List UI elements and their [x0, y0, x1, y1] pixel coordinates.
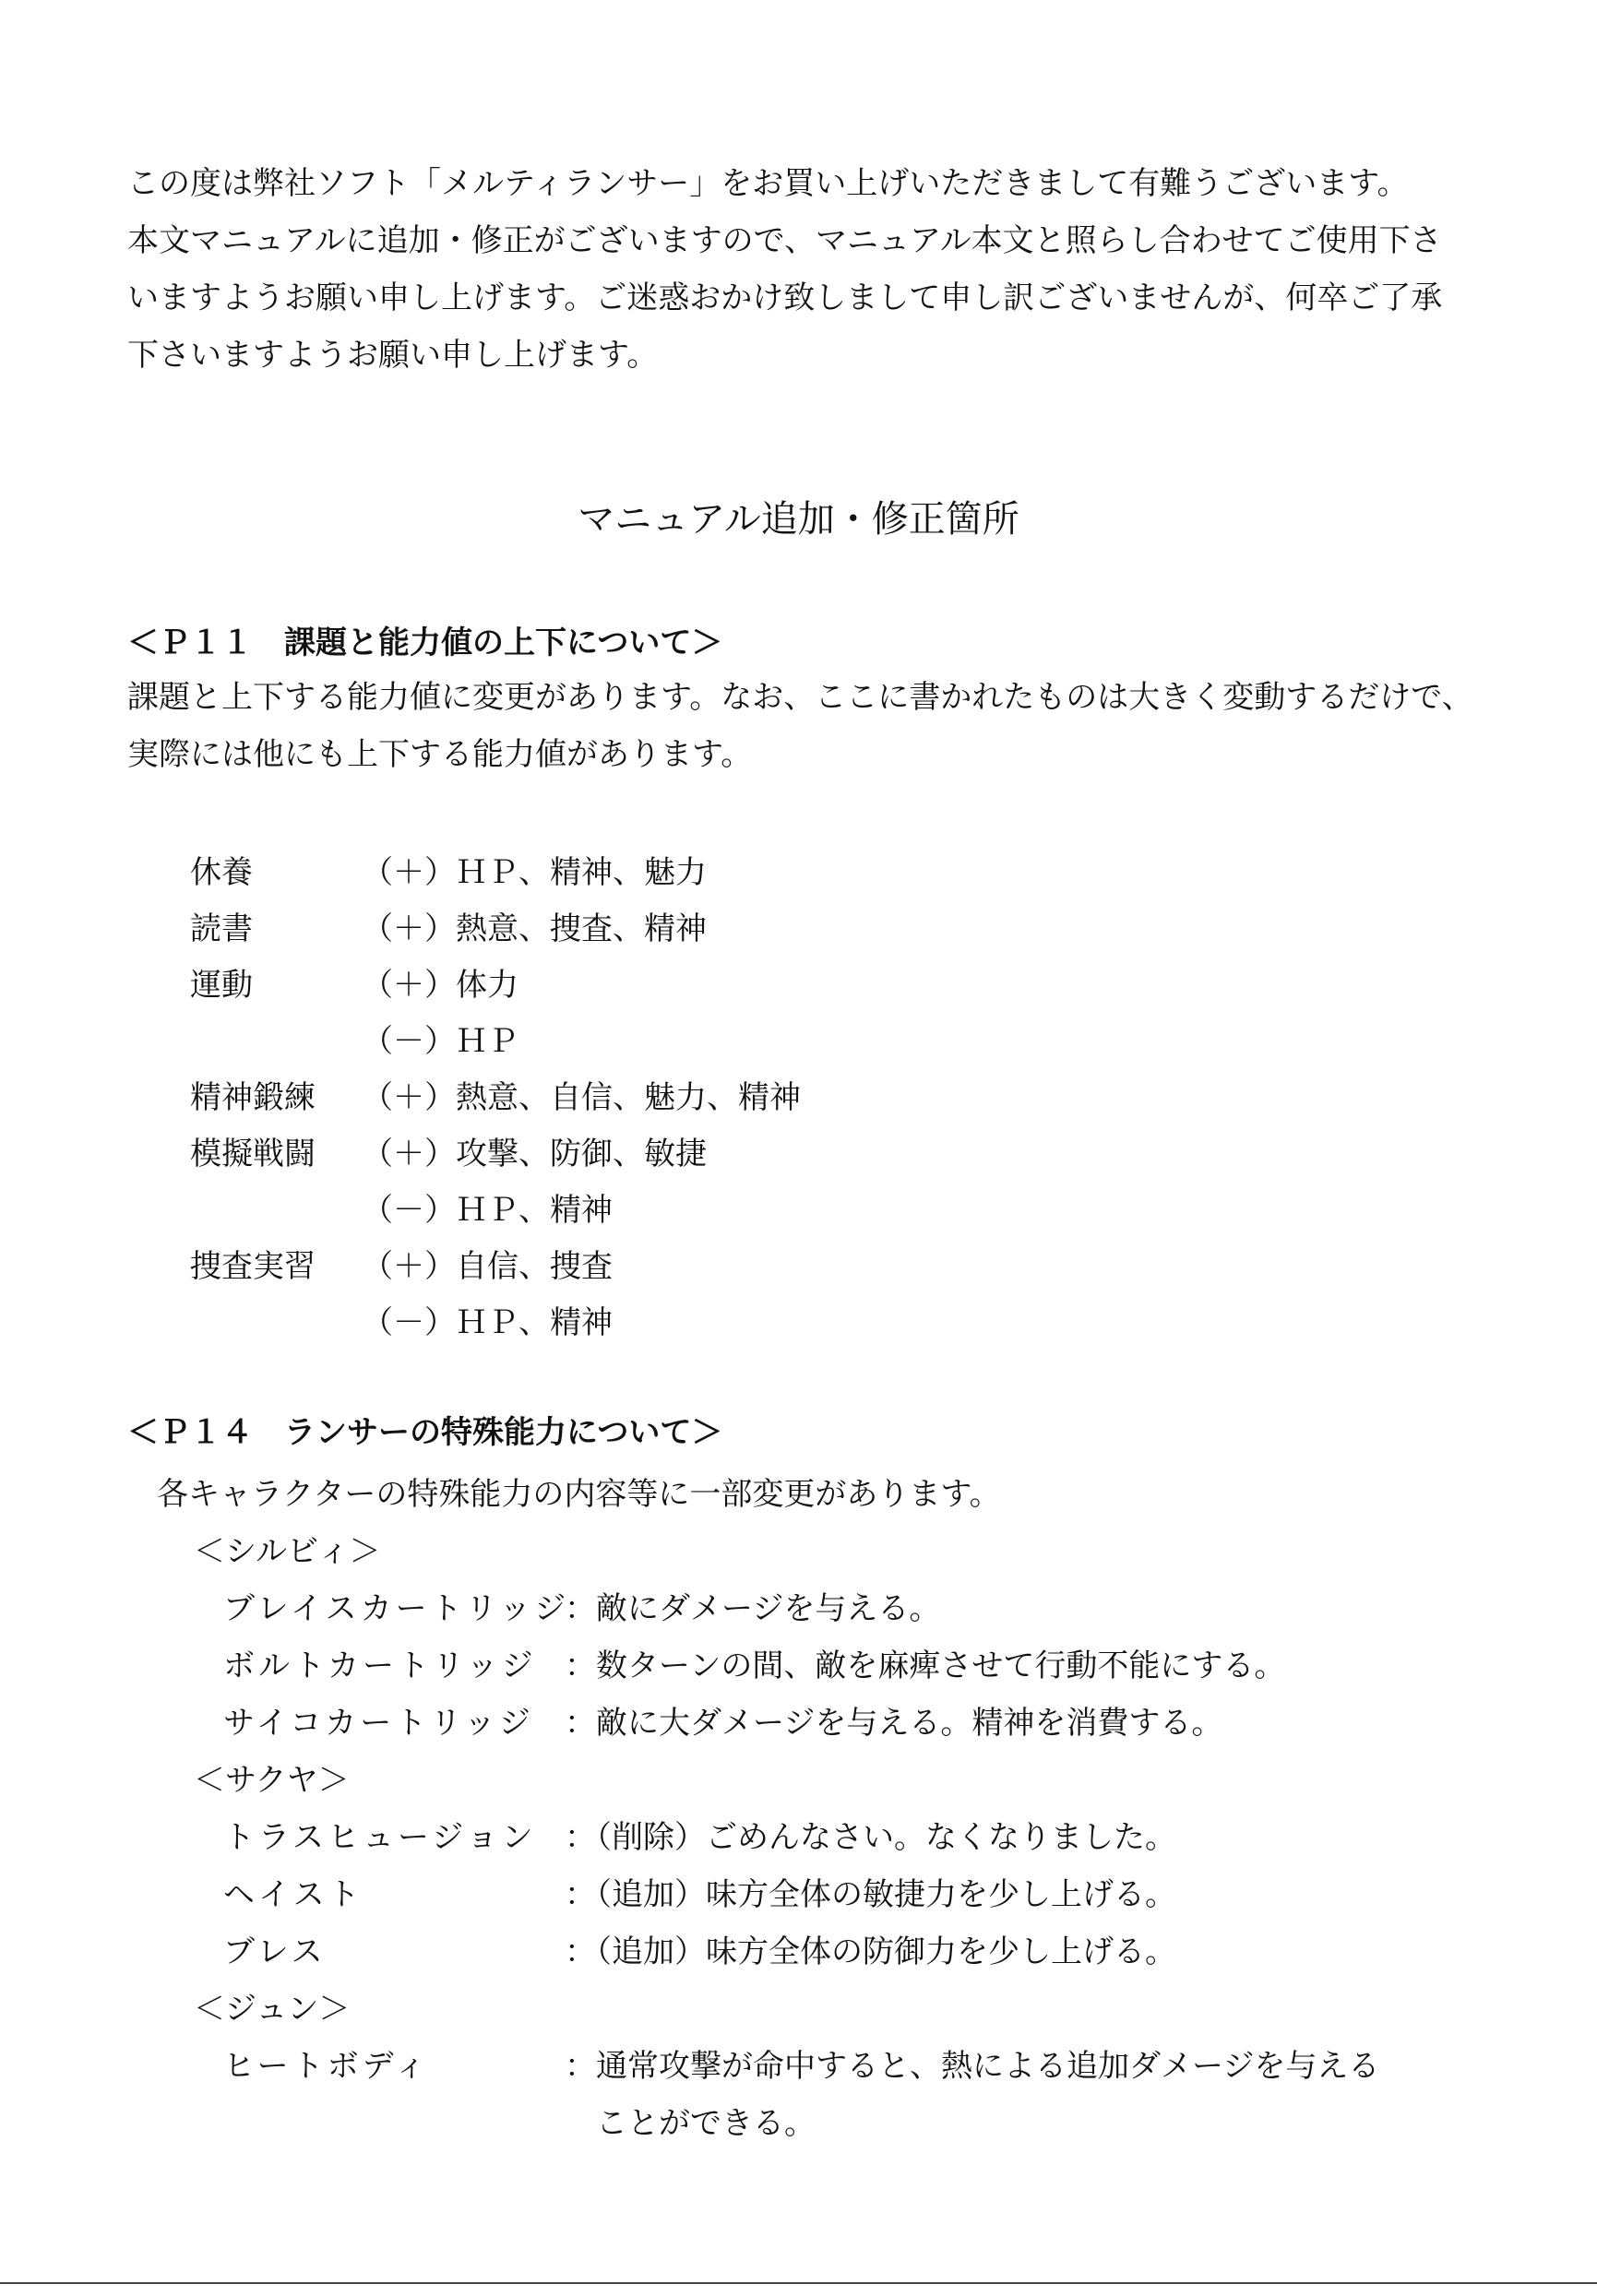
skill-description: ：（追加）味方全体の敏捷力を少し上げる。 [565, 1876, 1176, 1913]
ability-effect: （＋）ＨＰ、精神、魅力 [362, 854, 707, 891]
skill-name: ブレス [223, 1933, 327, 1970]
ability-effect: （＋）熱意、捜査、精神 [362, 910, 707, 947]
description-line: 実際には他にも上下する能力値があります。 [127, 736, 753, 773]
section-heading-p14: ＜Ｐ１４ ランサーの特殊能力について＞ [127, 1414, 723, 1451]
page-title: マニュアル追加・修正箇所 [578, 498, 1019, 541]
ability-effect: （＋）攻撃、防御、敏捷 [362, 1136, 707, 1172]
skill-name: ヒートボディ [223, 2048, 430, 2085]
character-heading-sakuya: ＜サクヤ＞ [194, 1762, 350, 1799]
activity-name: 捜査実習 [190, 1248, 316, 1285]
character-heading-sylvie: ＜シルビィ＞ [194, 1533, 381, 1570]
ability-effect: （－）ＨＰ、精神 [362, 1304, 613, 1341]
intro-line: 本文マニュアルに追加・修正がございますので、マニュアル本文と照らし合わせてご使用下さ [127, 222, 1442, 259]
ability-effect: （－）ＨＰ、精神 [362, 1192, 613, 1229]
description-line: 課題と上下する能力値に変更があります。なお、ここに書かれたものは大きく変動するだけで、 [127, 679, 1473, 716]
skill-name: ヘイスト [223, 1876, 363, 1913]
intro-line: いますようお願い申し上げます。ご迷惑おかけ致しまして申し訳ございませんが、何卒ご了承 [127, 280, 1443, 316]
activity-name: 運動 [190, 967, 253, 1004]
activity-name: 精神鍛練 [190, 1079, 316, 1116]
section-description-p14: 各キャラクターの特殊能力の内容等に一部変更があります。 [157, 1476, 1001, 1513]
skill-name: トラスヒュージョン [223, 1819, 537, 1856]
skill-name: ブレイスカートリッジ [223, 1590, 570, 1627]
section-heading-p11: ＜Ｐ１１ 課題と能力値の上下について＞ [127, 625, 723, 661]
skill-description: ：（削除）ごめんなさい。なくなりました。 [565, 1819, 1176, 1856]
skill-description: ：数ターンの間、敵を麻痺させて行動不能にする。 [565, 1648, 1286, 1684]
skill-description: ：（追加）味方全体の防御力を少し上げる。 [565, 1933, 1176, 1970]
skill-description: ：敵に大ダメージを与える。精神を消費する。 [565, 1705, 1223, 1742]
activity-name: 模擬戦闘 [190, 1136, 316, 1172]
intro-line: 下さいますようお願い申し上げます。 [127, 337, 659, 374]
character-heading-jun: ＜ジュン＞ [194, 1991, 351, 2028]
skill-description: ：敵にダメージを与える。 [565, 1590, 941, 1627]
skill-name: サイコカートリッジ [223, 1705, 534, 1742]
activity-name: 休養 [190, 854, 253, 891]
ability-effect: （＋）熱意、自信、魅力、精神 [362, 1079, 801, 1116]
skill-name: ボルトカートリッジ [223, 1648, 537, 1684]
activity-name: 読書 [190, 910, 253, 947]
ability-effect: （＋）自信、捜査 [362, 1248, 613, 1285]
skill-description: ことができる。 [596, 2105, 816, 2142]
intro-paragraph [127, 155, 1493, 384]
intro-line: この度は弊社ソフト「メルティランサー」をお買い上げいただきまして有難うございます。 [127, 165, 1409, 202]
ability-effect: （＋）体力 [362, 967, 518, 1004]
ability-effect: （－）ＨＰ [362, 1023, 518, 1060]
section-description-p11 [127, 669, 1473, 783]
skill-description: ：通常攻撃が命中すると、熱による追加ダメージを与える [565, 2048, 1380, 2085]
bottom-divider [0, 2282, 1597, 2284]
